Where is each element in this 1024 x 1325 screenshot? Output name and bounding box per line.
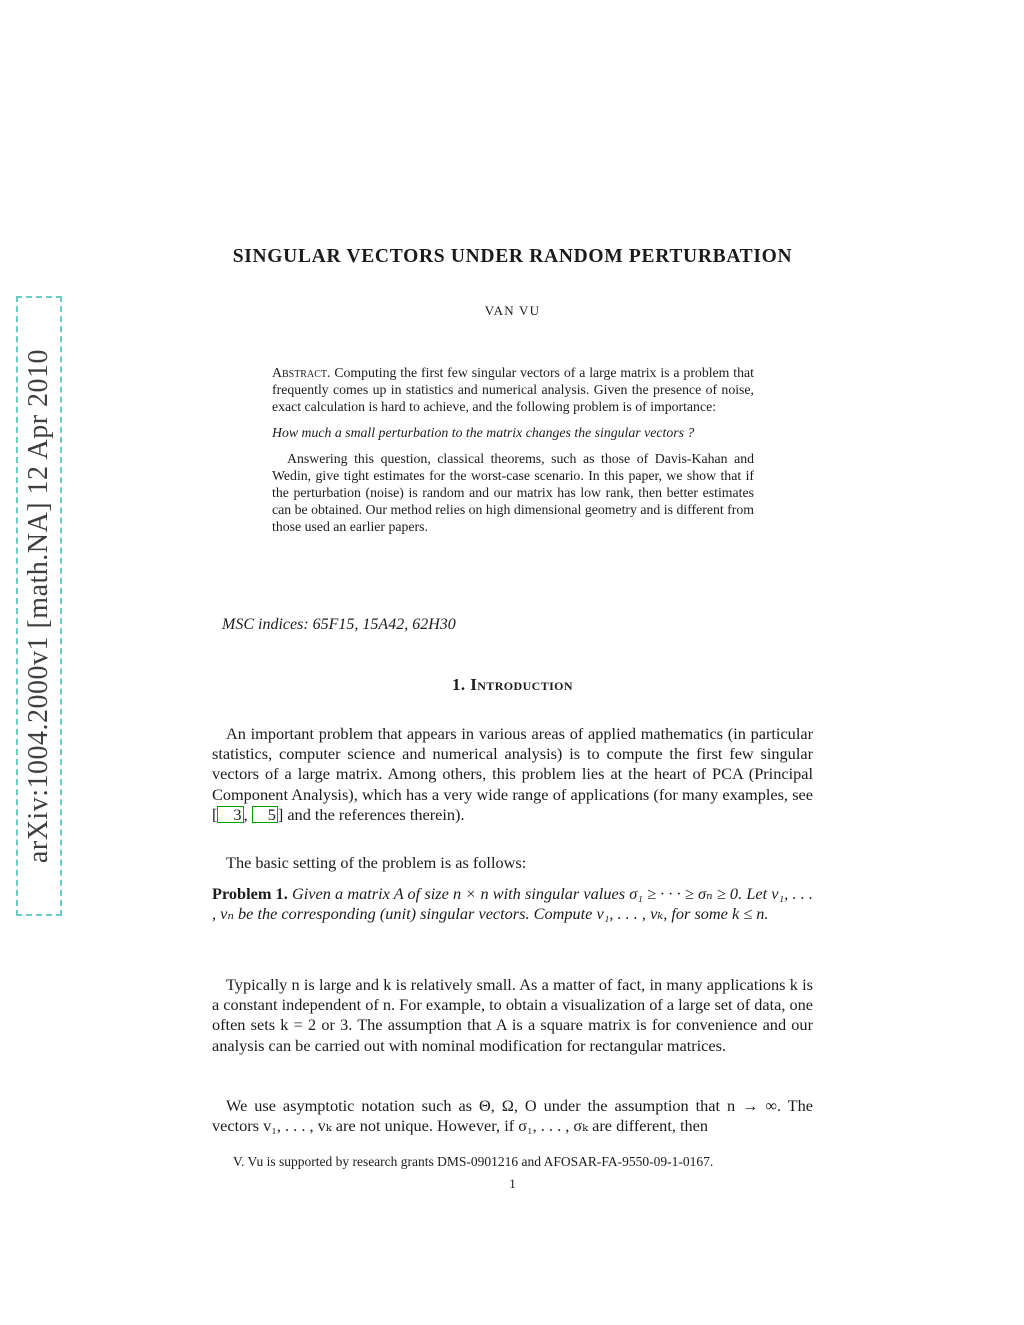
- intro-paragraph-1-text-after: ] and the references therein).: [277, 804, 465, 824]
- intro-paragraph-3: Typically n is large and k is relatively small. As a matter of fact, in many applications k is a constant independent of n. For example, to obtain a visualization of a large set of data, one often sets k = 2 or 3. The assumption that A is a square matrix is for convenience and our analysis can be carried out with nominal modification for rectangular matrices.: [212, 975, 814, 1055]
- citation-link-5[interactable]: 5: [252, 806, 278, 823]
- page-number: 1: [509, 1176, 516, 1191]
- msc-indices-line: MSC indices: 65F15, 15A42, 62H30: [222, 616, 456, 633]
- abstract-question: How much a small perturbation to the matrix changes the singular vectors ?: [272, 425, 695, 440]
- intro-paragraph-2: The basic setting of the problem is as follows:: [226, 853, 527, 872]
- intro-paragraph-1: [212, 724, 813, 825]
- problem-1-statement: [212, 884, 813, 924]
- arxiv-stamp-text: arXiv:1004.2000v1 [math.NA] 12 Apr 2010: [23, 348, 54, 864]
- abstract-paragraph-1: [272, 364, 754, 415]
- problem-1-text: Given a matrix A of size n × n with singular values σ₁ ≥ · · · ≥ σₙ ≥ 0. Let v₁, . . . , vₙ be the corresponding (unit) singular vectors. Compute v₁, . . . , vₖ, for some k ≤ n.: [212, 884, 813, 924]
- section-heading-introduction: 1. Introduction: [452, 675, 573, 694]
- paper-author: VAN VU: [484, 303, 541, 318]
- intro-paragraph-4: We use asymptotic notation such as Θ, Ω, O under the assumption that n → ∞. The vectors v₁, . . . , vₖ are not unique. However, if σ₁, . . . , σₖ are different, then: [212, 1096, 813, 1136]
- citation-link-3[interactable]: 3: [217, 806, 243, 823]
- citation-separator: ,: [243, 804, 252, 824]
- abstract-text-1: Computing the first few singular vectors of a large matrix is a problem that frequently comes up in statistics and numerical analysis. Given the presence of noise, exact calculation is hard to achieve, and the following problem is of importance:: [272, 365, 754, 414]
- support-footnote: V. Vu is supported by research grants DMS-0901216 and AFOSAR-FA-9550-09-1-0167.: [233, 1154, 714, 1169]
- problem-1-label: Problem 1.: [212, 884, 288, 903]
- paper-page: [212, 0, 813, 1325]
- intro-paragraph-1-text-before: An important problem that appears in various areas of applied mathematics (in particular statistics, computer science and numerical analysis) is to compute the first few singular vectors of a large matrix. Among others, this problem lies at the heart of PCA (Principal Component Analysis), which has a very wide range of applications (for many examples, see [: [212, 724, 813, 824]
- abstract-paragraph-2: Answering this question, classical theorems, such as those of Davis-Kahan and Wedin, give tight estimates for the worst-case scenario. In this paper, we show that if the perturbation (noise) is random and our matrix has low rank, then better estimates can be obtained. Our method relies on high dimensional geometry and is different from those used an earlier papers.: [272, 451, 754, 534]
- abstract-label: Abstract.: [272, 365, 331, 380]
- abstract-block: [272, 364, 754, 535]
- paper-title: SINGULAR VECTORS UNDER RANDOM PERTURBATION: [232, 246, 793, 267]
- arxiv-stamp: [16, 296, 62, 916]
